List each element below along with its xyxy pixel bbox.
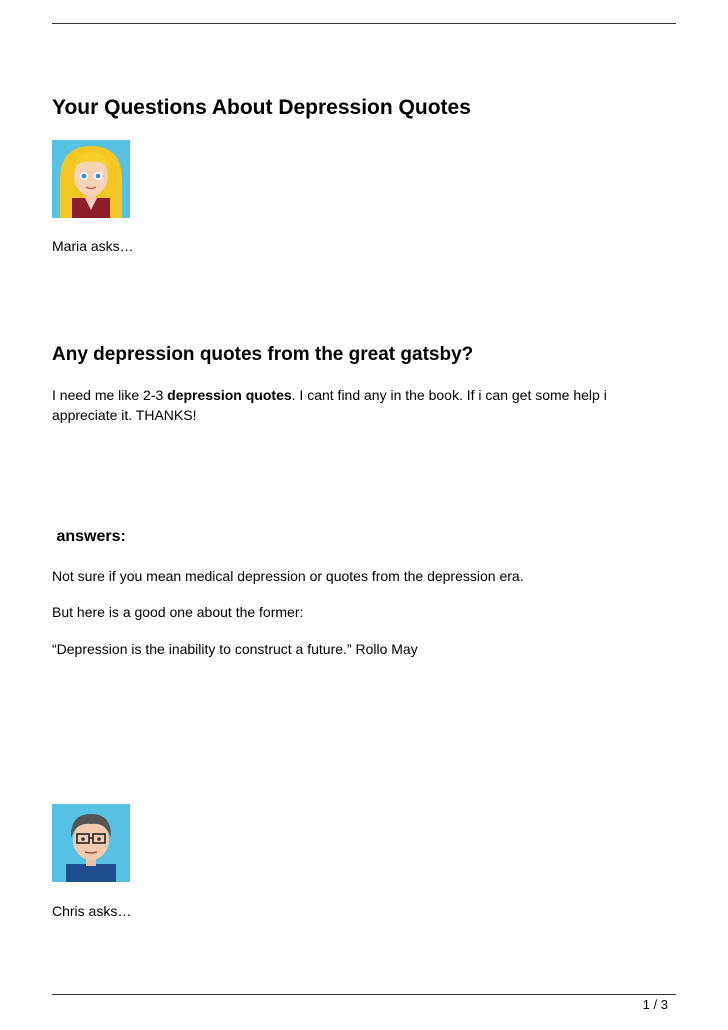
top-rule (52, 23, 676, 24)
page-number: 1 / 3 (642, 997, 668, 1012)
question-heading: Any depression quotes from the great gatsby? (52, 344, 474, 365)
maria-avatar (52, 140, 130, 218)
answer-line-1: Not sure if you mean medical depression or quotes from the depression era. (52, 568, 524, 584)
answer-line-2: But here is a good one about the former: (52, 604, 304, 620)
chris-asks: Chris asks… (52, 903, 132, 919)
answers-label: answers: (52, 528, 126, 545)
glasses-avatar-icon (52, 804, 130, 882)
maria-asks: Maria asks… (52, 238, 134, 254)
page-title: Your Questions About Depression Quotes (52, 96, 471, 119)
blonde-avatar-icon (52, 140, 130, 218)
chris-avatar (52, 804, 130, 882)
question-body-start: I need me like 2-3 (52, 387, 168, 403)
keyword-link[interactable]: depression quotes (167, 387, 292, 403)
answer-line-3: “Depression is the inability to construct a future.” Rollo May (52, 641, 418, 657)
question-body (52, 385, 652, 425)
question-body-end: . I cant find any in the book. If i can get some help i appreciate it. THANKS! (52, 387, 607, 423)
bottom-rule (52, 994, 676, 995)
